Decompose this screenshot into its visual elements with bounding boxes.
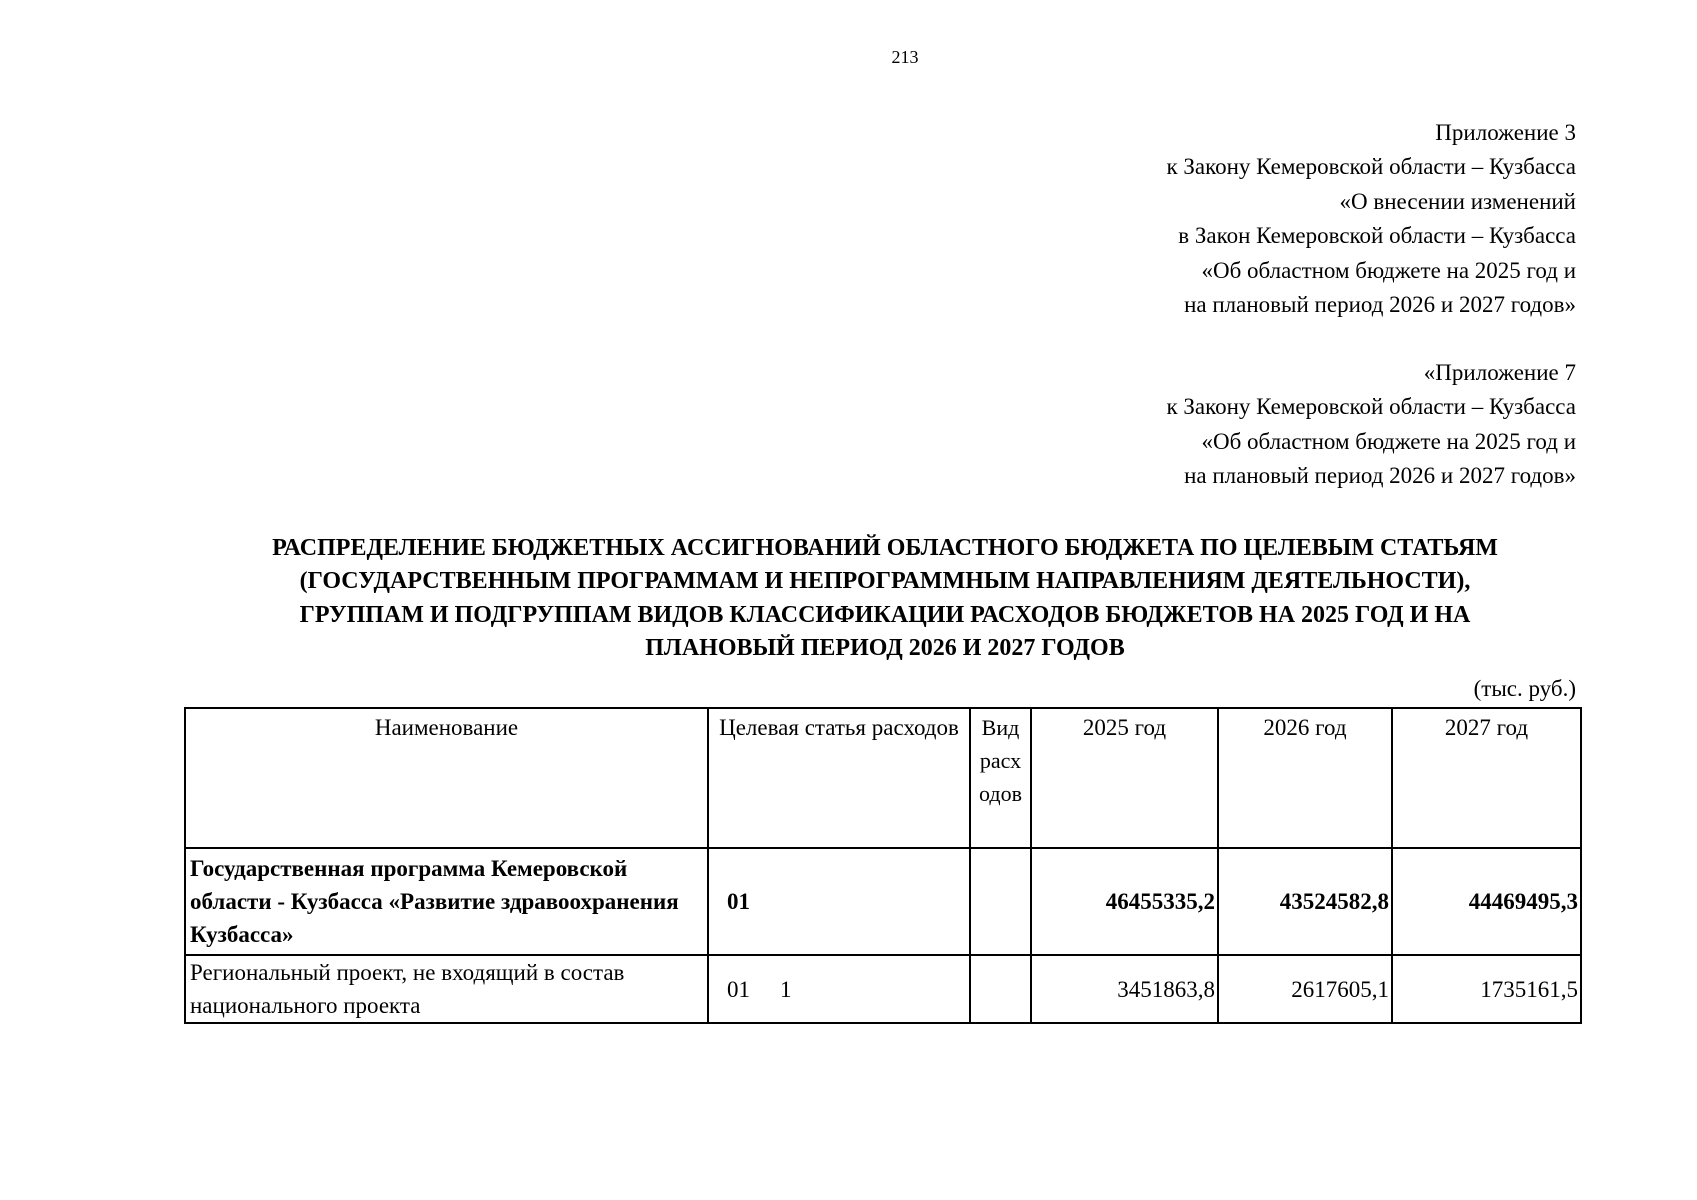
document-title [165,532,1605,665]
units-label: (тыс. руб.) [1473,676,1576,701]
appendix-header [1166,116,1576,322]
appendix-header-line: в Закон Кемеровской области – Кузбасса [1178,223,1576,249]
appendix-original-line: «Приложение 7 [1423,360,1576,385]
row-value-2027: 1735161,5 [1392,955,1581,1023]
budget-table [184,707,1582,1024]
appendix-original-line: «Об областном бюджете на 2025 год и [1201,428,1576,454]
row-value-2027: 44469495,3 [1392,848,1581,955]
appendix-header-line: «Об областном бюджете на 2025 год и [1201,257,1576,283]
header-2026: 2026 год [1218,708,1392,848]
code-program: 01 [727,889,750,914]
table-header-row [185,708,1581,848]
appendix-header-line: на плановый период 2026 и 2027 годов» [1184,292,1576,318]
row-target-article [708,848,970,955]
row-value-2026: 43524582,8 [1218,848,1392,955]
title-line: ГРУППАМ И ПОДГРУППАМ ВИДОВ КЛАССИФИКАЦИИ РАСХОДОВ БЮДЖЕТОВ НА 2025 ГОД И НА [299,601,1471,628]
title-line: РАСПРЕДЕЛЕНИЕ БЮДЖЕТНЫХ АССИГНОВАНИЙ ОБЛАСТНОГО БЮДЖЕТА ПО ЦЕЛЕВЫМ СТАТЬЯМ [272,535,1498,561]
row-name: Государственная программа Кемеровской области - Кузбасса «Развитие здравоохранения Кузбасса» [185,848,708,955]
appendix-header-line: Приложение 3 [1435,120,1576,145]
row-value-2026: 2617605,1 [1218,955,1392,1023]
header-2025: 2025 год [1031,708,1218,848]
table-row [185,848,1581,955]
header-expense-type-line: Вид [981,715,1020,740]
header-expense-type-line: расх [979,748,1022,773]
row-value-2025: 46455335,2 [1031,848,1218,955]
title-line: ПЛАНОВЫЙ ПЕРИОД 2026 И 2027 ГОДОВ [645,634,1125,661]
appendix-original [1166,356,1576,494]
header-target-article: Целевая статья расходов [708,708,970,848]
header-name: Наименование [185,708,708,848]
table-row [185,955,1581,1023]
header-expense-type [970,708,1031,848]
row-value-2025: 3451863,8 [1031,955,1218,1023]
row-expense-type [970,848,1031,955]
row-name: Региональный проект, не входящий в состав национального проекта [185,955,708,1023]
code-program: 01 [727,976,750,1002]
page-number: 213 [891,47,919,67]
row-expense-type [970,955,1031,1023]
code-sub: 1 [780,976,792,1002]
appendix-original-line: к Закону Кемеровской области – Кузбасса [1166,394,1576,420]
header-2027: 2027 год [1392,708,1581,848]
appendix-header-line: к Закону Кемеровской области – Кузбасса [1166,154,1576,180]
appendix-header-line: «О внесении изменений [1339,188,1576,214]
appendix-original-line: на плановый период 2026 и 2027 годов» [1184,463,1576,489]
title-line: (ГОСУДАРСТВЕННЫМ ПРОГРАММАМ И НЕПРОГРАММНЫМ НАПРАВЛЕНИЯМ ДЕЯТЕЛЬНОСТИ), [299,568,1471,595]
row-target-article [708,955,970,1023]
header-expense-type-line: одов [979,781,1022,806]
